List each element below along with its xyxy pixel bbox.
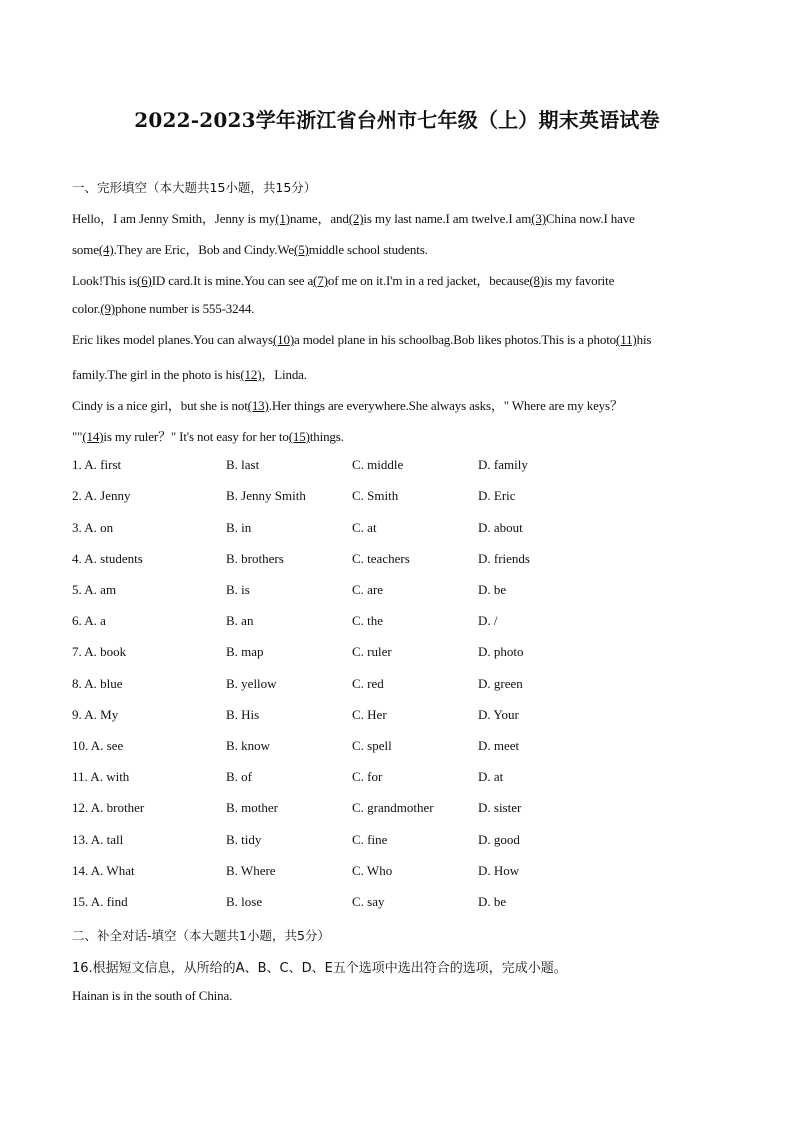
blank-13: (13) <box>247 398 269 413</box>
passage-text: a model plane in his schoolbag.Bob likes photos.This is a photo <box>294 332 617 347</box>
blank-5: (5) <box>294 242 309 257</box>
option-a: 6. A. a <box>72 613 106 628</box>
passage-text: .Her things are everywhere.She always asks，" Where are my keys？ <box>268 398 623 413</box>
option-b: B. Where <box>226 863 276 878</box>
option-c: C. red <box>352 676 384 691</box>
option-d: D. family <box>478 457 528 472</box>
question-row <box>72 520 732 538</box>
option-c: C. at <box>352 520 377 535</box>
option-b: B. lose <box>226 894 263 909</box>
question-row <box>72 488 732 506</box>
question-row <box>72 644 732 662</box>
passage-text: color. <box>72 301 101 316</box>
option-d: D. / <box>478 613 498 628</box>
question-16-instruction: 16.根据短文信息，从所给的A、B、C、D、E五个选项中选出符合的选项，完成小题。 <box>72 961 567 976</box>
option-d: D. green <box>478 676 523 691</box>
passage-text: some <box>72 242 99 257</box>
option-d: D. How <box>478 863 520 878</box>
option-b: B. last <box>226 457 260 472</box>
question-row <box>72 707 732 725</box>
option-c: C. the <box>352 613 384 628</box>
passage-line-4 <box>72 301 254 317</box>
blank-11: (11) <box>616 332 637 347</box>
blank-4: (4) <box>98 242 114 257</box>
question-row <box>72 832 732 850</box>
option-b: B. is <box>226 582 250 597</box>
passage-line-1 <box>72 208 635 227</box>
option-c: C. middle <box>352 457 404 472</box>
option-b: B. mother <box>226 800 278 815</box>
passage-text: is my favorite <box>544 273 615 288</box>
passage-text: is my ruler？" It's not easy for her to <box>103 429 289 444</box>
option-c: C. ruler <box>352 644 392 659</box>
question-row <box>72 551 732 569</box>
passage-text: his <box>636 332 652 347</box>
option-c: C. grandmother <box>352 800 434 815</box>
blank-1: (1) <box>275 211 290 226</box>
passage-text: family.The girl in the photo is his <box>72 367 241 382</box>
option-d: D. photo <box>478 644 524 659</box>
option-a: 14. A. What <box>72 863 135 878</box>
option-c: C. say <box>352 894 385 909</box>
option-d: D. at <box>478 769 504 784</box>
passage-text: Cindy is a nice girl，but she is not <box>72 398 248 413</box>
option-b: B. of <box>226 769 252 784</box>
passage-line-3 <box>72 270 614 289</box>
option-a: 9. A. My <box>72 707 119 722</box>
question-row <box>72 769 732 787</box>
option-c: C. Her <box>352 707 387 722</box>
option-c: C. teachers <box>352 551 410 566</box>
passage-text: name，and <box>289 211 349 226</box>
blank-14: (14) <box>82 429 104 444</box>
option-b: B. map <box>226 644 264 659</box>
option-d: D. friends <box>478 551 530 566</box>
question-row <box>72 457 732 475</box>
question-row <box>72 894 732 912</box>
blank-15: (15) <box>288 429 310 444</box>
option-d: D. good <box>478 832 520 847</box>
option-b: B. Jenny Smith <box>226 488 306 503</box>
option-c: C. Who <box>352 863 393 878</box>
passage-line-2 <box>72 239 428 258</box>
option-a: 1. A. first <box>72 457 122 472</box>
question-row <box>72 863 732 881</box>
option-a: 13. A. tall <box>72 832 124 847</box>
blank-7: (7) <box>313 273 328 288</box>
blank-6: (6) <box>137 273 152 288</box>
passage-text: things. <box>309 429 344 444</box>
option-a: 15. A. find <box>72 894 128 909</box>
option-a: 8. A. blue <box>72 676 123 691</box>
option-b: B. in <box>226 520 252 535</box>
question-row <box>72 613 732 631</box>
option-a: 2. A. Jenny <box>72 488 131 503</box>
option-d: D. Your <box>478 707 519 722</box>
option-b: B. tidy <box>226 832 262 847</box>
passage-text: is my last name.I am twelve.I am <box>363 211 532 226</box>
option-a: 11. A. with <box>72 769 130 784</box>
blank-3: (3) <box>531 211 546 226</box>
option-d: D. sister <box>478 800 522 815</box>
passage-text: Eric likes model planes.You can always <box>72 332 273 347</box>
option-c: C. spell <box>352 738 392 753</box>
option-d: D. be <box>478 894 507 909</box>
option-d: D. about <box>478 520 523 535</box>
option-c: C. Smith <box>352 488 399 503</box>
option-a: 7. A. book <box>72 644 127 659</box>
option-b: B. an <box>226 613 254 628</box>
passage-line-5 <box>72 332 651 348</box>
option-d: D. be <box>478 582 507 597</box>
option-c: C. for <box>352 769 383 784</box>
blank-10: (10) <box>272 332 294 347</box>
option-c: C. fine <box>352 832 388 847</box>
option-a: 3. A. on <box>72 520 114 535</box>
blank-8: (8) <box>529 273 545 288</box>
passage-text: Look!This is <box>72 273 138 288</box>
passage-line-6 <box>72 364 307 383</box>
passage-text: "" <box>72 429 83 444</box>
option-a: 5. A. am <box>72 582 117 597</box>
option-d: D. meet <box>478 738 520 753</box>
passage-line-7 <box>72 395 623 414</box>
exam-title: 2022-2023学年浙江省台州市七年级（上）期末英语试卷 <box>134 108 660 132</box>
option-a: 4. A. students <box>72 551 143 566</box>
passage-line-8 <box>72 426 344 445</box>
passage-text: phone number is 555-3244. <box>115 301 255 316</box>
option-a: 10. A. see <box>72 738 124 753</box>
passage-text: Hello，I am Jenny Smith，Jenny is my <box>72 211 276 226</box>
question-row <box>72 800 732 818</box>
question-row <box>72 582 732 600</box>
option-b: B. brothers <box>226 551 284 566</box>
passage-text: ，Linda. <box>261 367 307 382</box>
question-row <box>72 676 732 694</box>
blank-12: (12) <box>240 367 262 382</box>
option-d: D. Eric <box>478 488 516 503</box>
option-a: 12. A. brother <box>72 800 145 815</box>
blank-9: (9) <box>100 301 116 316</box>
blank-2: (2) <box>348 211 364 226</box>
question-16-text: Hainan is in the south of China. <box>72 988 233 1003</box>
option-b: B. yellow <box>226 676 277 691</box>
section-2-heading: 二、补全对话-填空（本大题共1小题，共5分） <box>72 928 330 943</box>
passage-text: of me on it.I'm in a red jacket，because <box>327 273 530 288</box>
passage-text: .They are Eric，Bob and Cindy.We <box>113 242 295 257</box>
question-row <box>72 738 732 756</box>
option-b: B. know <box>226 738 271 753</box>
passage-text: ID card.It is mine.You can see a <box>151 273 314 288</box>
passage-text: middle school students. <box>308 242 428 257</box>
passage-text: China now.I have <box>545 211 635 226</box>
section-1-heading: 一、完形填空（本大题共15小题，共15分） <box>72 180 317 195</box>
option-b: B. His <box>226 707 260 722</box>
option-c: C. are <box>352 582 384 597</box>
